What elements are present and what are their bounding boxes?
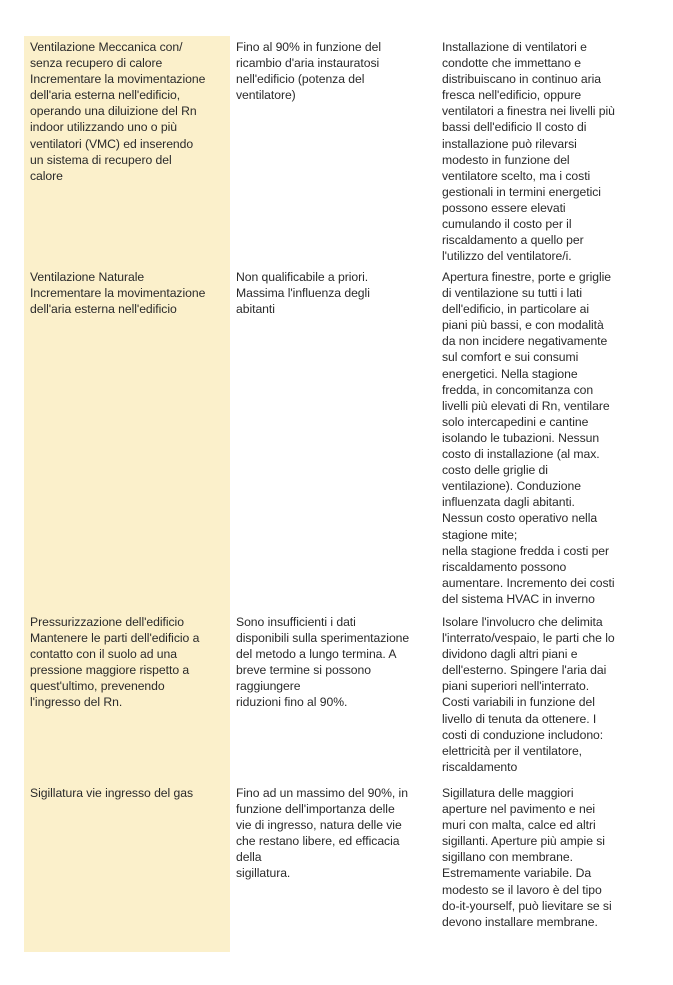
efficacy-cell: Fino al 90% in funzione del ricambio d'aria instauratosi nell'edificio (potenza del ventilatore): [236, 40, 381, 103]
radon-mitigation-table: [24, 36, 664, 952]
notes-cell: Apertura finestre, porte e griglie di ventilazione su tutti i lati dell'edificio, in particolare ai piani più bassi, e con modalità da non incidere negativamente sul comfort e sui consumi energetici. Nella stagione fredda, in concomitanza con livelli più elevati di Rn, ventilare solo intercapedini e cantine isolando le tubazioni. Nessun costo di installazione (al max. costo delle griglie di ventilazione). Conduzione influenzata dagli abitanti. Nessun costo operativo nella stagione mite; nella stagione fredda i costi per riscaldamento possono aumentare. Incremento dei costi del sistema HVAC in inverno: [442, 270, 615, 606]
intervention-cell: Sigillatura vie ingresso del gas: [24, 782, 230, 952]
table-row: [24, 36, 664, 266]
table-row: [24, 611, 664, 782]
notes-cell: Installazione di ventilatori e condotte che immettano e distribuiscano in continuo aria fresca nell'edificio, oppure ventilatori a finestra nei livelli più bassi dell'edificio Il costo di installazione può rilevarsi modesto in funzione del ventilatore scelto, ma i costi gestionali in termini energetici possono essere elevati cumulando il costo per il riscaldamento a quello per l'utilizzo del ventilatore/i.: [442, 40, 615, 264]
efficacy-cell: Sono insufficienti i dati disponibili sulla sperimentazione del metodo a lungo termina. A breve termine si possono raggiungere riduzioni fino al 90%.: [236, 615, 410, 710]
efficacy-cell: Non qualificabile a priori. Massima l'influenza degli abitanti: [236, 270, 370, 317]
notes-cell: Sigillatura delle maggiori aperture nel pavimento e nei muri con malta, calce ed altri sigillanti. Aperture più ampie si sigillano con membrane. Estremamente variabile. Da modesto se il lavoro è del tipo do-it-yourself, può lievitare se si devono installare membrane.: [442, 786, 612, 929]
table-row: [24, 266, 664, 611]
table-row: [24, 782, 664, 952]
efficacy-cell: Fino ad un massimo del 90%, in funzione dell'importanza delle vie di ingresso, natura delle vie che restano libere, ed efficacia della sigillatura.: [236, 786, 408, 881]
intervention-cell: Ventilazione Naturale Incrementare la movimentazione dell'aria esterna nell'edificio: [24, 266, 230, 611]
notes-cell: Isolare l'involucro che delimita l'interrato/vespaio, le parti che lo dividono dagli altri piani e dell'esterno. Spingere l'aria dai piani superiori nell'interrato. Costi variabili in funzione del livello di tenuta da ottenere. I costi di conduzione includono: elettricità per il ventilatore, riscaldamento: [442, 615, 615, 774]
intervention-cell: Ventilazione Meccanica con/ senza recupero di calore Incrementare la movimentazione dell'aria esterna nell'edificio, operando una diluizione del Rn indoor utilizzando uno o più ventilatori (VMC) ed inserendo un sistema di recupero del calore: [24, 36, 230, 266]
intervention-cell: Pressurizzazione dell'edificio Mantenere le parti dell'edificio a contatto con il suolo ad una pressione maggiore rispetto a quest'ultimo, prevenendo l'ingresso del Rn.: [24, 611, 230, 782]
